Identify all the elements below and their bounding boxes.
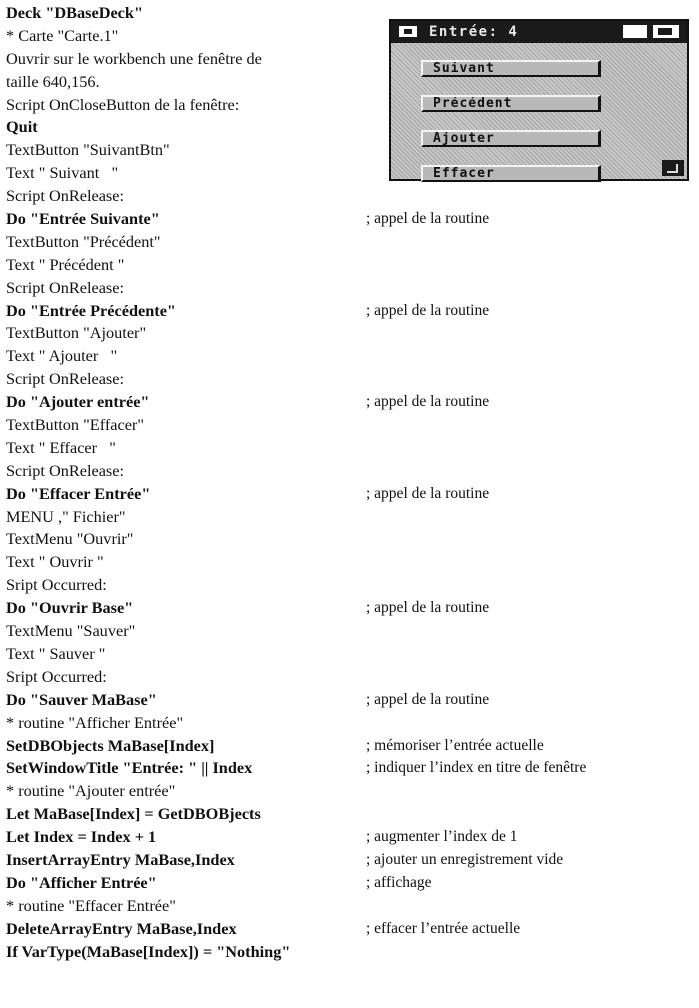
code-text: Script OnCloseButton de la fenêtre: (6, 94, 240, 114)
amiga-window (389, 19, 689, 181)
code-line (6, 231, 696, 254)
code-line (6, 574, 696, 597)
code-line (6, 208, 696, 231)
code-text: Text " Précédent " (6, 254, 125, 274)
code-line (6, 803, 696, 826)
code-text: Do "Ouvrir Base" (6, 598, 134, 618)
code-text: Deck "DBaseDeck" (6, 3, 143, 22)
code-text: Script OnRelease: (6, 369, 125, 389)
code-line (6, 506, 696, 529)
code-line (6, 849, 696, 872)
code-line (6, 643, 696, 666)
code-line (6, 666, 696, 689)
code-text: * routine "Effacer Entrée" (6, 895, 176, 915)
code-text: Do "Entrée Précédente" (6, 300, 176, 320)
code-text: TextButton "Ajouter" (6, 323, 147, 343)
code-comment: ; mémoriser l’entrée actuelle (366, 736, 544, 754)
code-text: Text " Suivant " (6, 163, 119, 183)
code-line (6, 620, 696, 643)
code-text: Do "Entrée Suivante" (6, 209, 160, 229)
code-line (6, 872, 696, 895)
code-comment: ; appel de la routine (366, 210, 490, 228)
code-text: Text " Sauver " (6, 643, 106, 663)
code-text: SetDBObjects MaBase[Index] (6, 735, 215, 755)
code-text: TextButton "Précédent" (6, 231, 161, 251)
code-text: * routine "Ajouter entrée" (6, 781, 176, 801)
ajouter-button[interactable]: Ajouter (421, 130, 601, 147)
code-text: Text " Effacer " (6, 437, 116, 457)
code-line (6, 437, 696, 460)
code-text: Do "Effacer Entrée" (6, 483, 151, 503)
code-text: Sript Occurred: (6, 666, 107, 686)
depth-arrange-icon[interactable] (651, 23, 681, 40)
code-text: * routine "Afficher Entrée" (6, 712, 184, 732)
code-text: Do "Ajouter entrée" (6, 392, 150, 412)
code-text: InsertArrayEntry MaBase,Index (6, 849, 235, 869)
code-line (6, 780, 696, 803)
code-line (6, 300, 696, 323)
code-text: Do "Afficher Entrée" (6, 872, 157, 892)
code-line (6, 414, 696, 437)
code-line (6, 254, 696, 277)
code-line (6, 460, 696, 483)
code-text: Script OnRelease: (6, 186, 125, 206)
code-comment: ; ajouter un enregistrement vide (366, 850, 564, 868)
code-comment: ; appel de la routine (366, 393, 490, 411)
code-text: TextButton "Effacer" (6, 415, 144, 435)
code-text: Let MaBase[Index] = GetDBOBjects (6, 804, 261, 824)
window-title: Entrée: 4 (429, 21, 518, 43)
precedent-button[interactable]: Précédent (421, 95, 601, 112)
code-comment: ; affichage (366, 873, 432, 891)
code-text: Script OnRelease: (6, 277, 125, 297)
code-text: * Carte "Carte.1" (6, 25, 119, 45)
window-body (391, 43, 687, 179)
code-text: Do "Sauver MaBase" (6, 689, 157, 709)
code-line (6, 689, 696, 712)
code-line (6, 185, 696, 208)
code-text: TextMenu "Ouvrir" (6, 529, 134, 549)
code-line (6, 597, 696, 620)
code-comment: ; effacer l’entrée actuelle (366, 919, 521, 937)
code-text: TextButton "SuivantBtn" (6, 140, 170, 160)
code-text: Text " Ajouter " (6, 346, 118, 366)
code-line (6, 551, 696, 574)
code-line (6, 918, 696, 941)
code-line (6, 757, 696, 780)
code-text: Ouvrir sur le workbench une fenêtre de (6, 48, 262, 68)
resize-gadget-icon[interactable] (662, 160, 684, 176)
depth-gadget-icon[interactable] (621, 23, 681, 40)
code-line (6, 941, 696, 964)
code-text: SetWindowTitle "Entrée: " || Index (6, 758, 253, 778)
code-comment: ; indiquer l’index en titre de fenêtre (366, 759, 587, 777)
code-line (6, 712, 696, 735)
window-titlebar[interactable] (391, 21, 687, 43)
code-text: Text " Ouvrir " (6, 552, 104, 572)
code-comment: ; appel de la routine (366, 690, 490, 708)
suivant-button[interactable]: Suivant (421, 60, 601, 77)
effacer-button[interactable]: Effacer (421, 165, 601, 182)
code-text: Let Index = Index + 1 (6, 827, 157, 847)
code-text: Quit (6, 117, 38, 137)
code-line (6, 528, 696, 551)
code-line (6, 322, 696, 345)
code-text: Script OnRelease: (6, 460, 125, 480)
code-comment: ; appel de la routine (366, 301, 490, 319)
code-line (6, 391, 696, 414)
code-line (6, 368, 696, 391)
code-comment: ; appel de la routine (366, 484, 490, 502)
code-text: Sript Occurred: (6, 575, 107, 595)
code-line (6, 895, 696, 918)
zoom-gadget-icon[interactable] (621, 23, 649, 40)
code-text: MENU ," Fichier" (6, 506, 126, 526)
code-comment: ; augmenter l’index de 1 (366, 828, 518, 846)
code-line (6, 345, 696, 368)
code-text: If VarType(MaBase[Index]) = "Nothing" (6, 941, 291, 961)
close-gadget-icon[interactable] (397, 24, 419, 39)
code-line (6, 735, 696, 758)
code-text: taille 640,156. (6, 71, 100, 91)
code-text: TextMenu "Sauver" (6, 621, 136, 641)
code-comment: ; appel de la routine (366, 599, 490, 617)
code-text: DeleteArrayEntry MaBase,Index (6, 918, 237, 938)
code-line (6, 483, 696, 506)
code-line (6, 826, 696, 849)
code-line (6, 277, 696, 300)
